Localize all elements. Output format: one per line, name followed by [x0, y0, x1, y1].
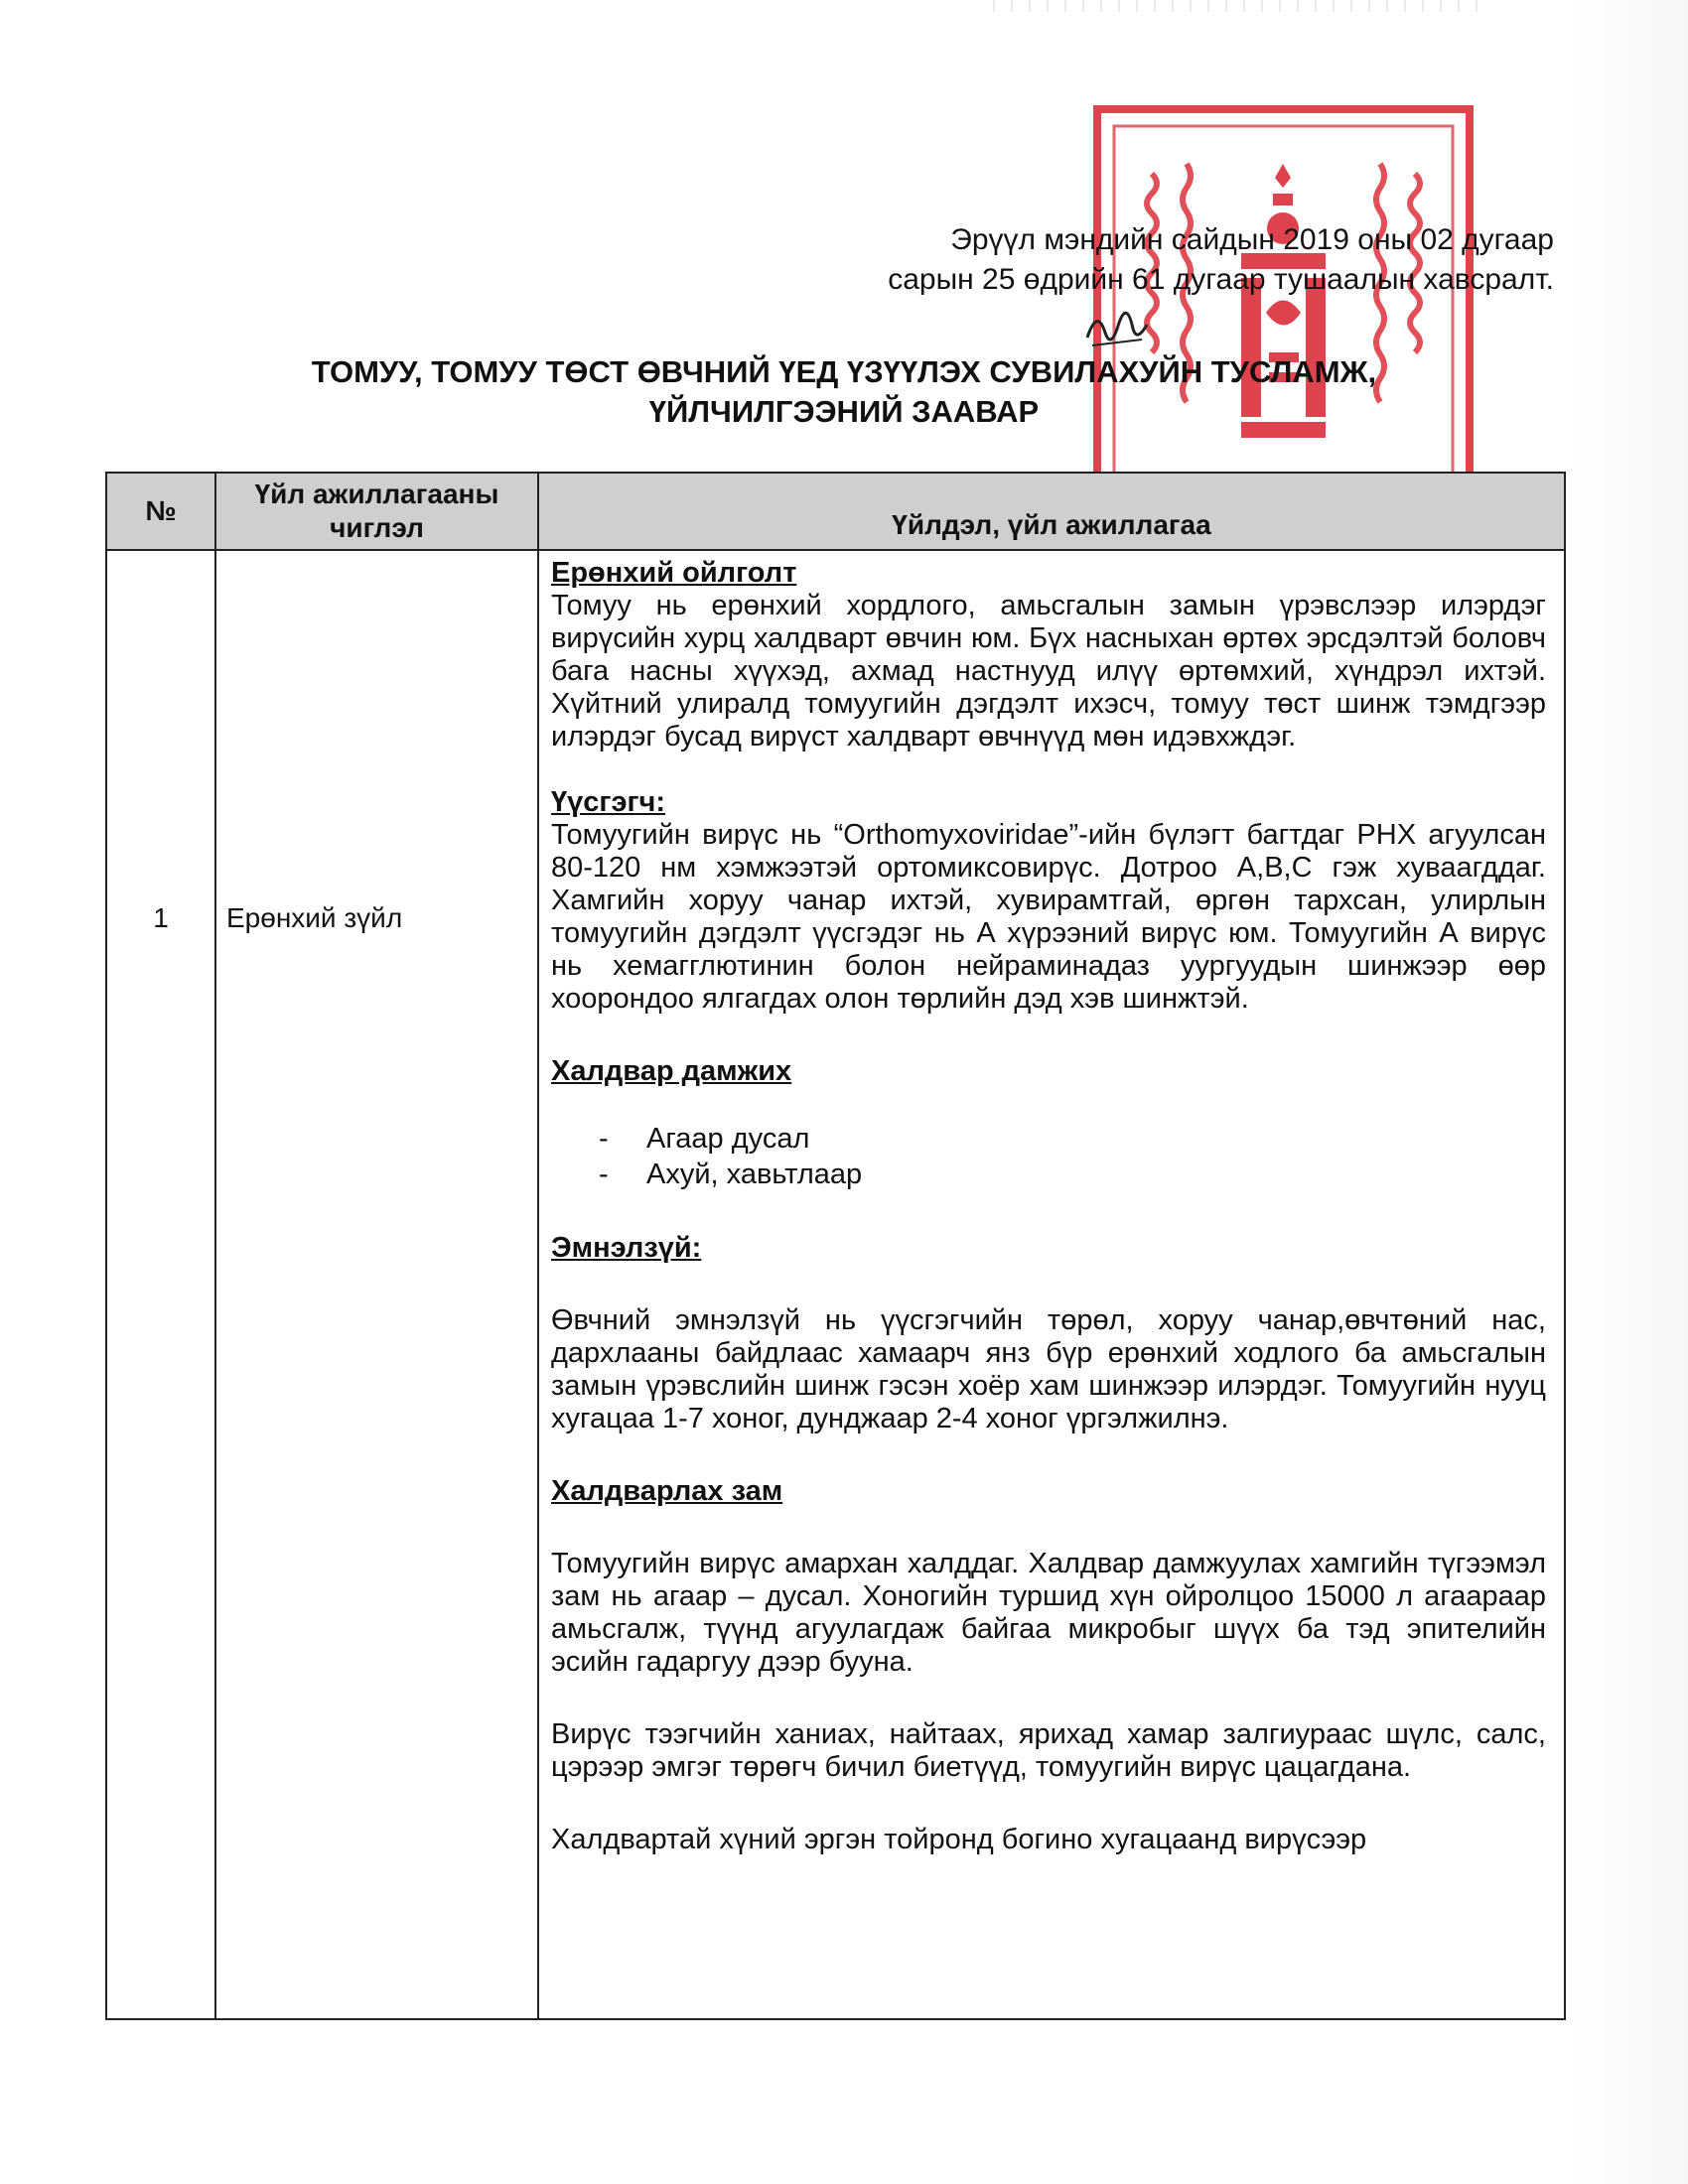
section-text-agent: Томуугийн вирүс нь “Orthomyxoviridae”-ийн бүлэгт багтдаг РНХ агуулсан 80-120 нм хэмжээтэй ортомиксовирүс. Дотроо А,В,С гэж хуваагддаг. Хамгийн хоруу чанар ихтэй, хувирамтгай, өргөн тархсан, улирлын томуугийн дэгдэлт үүсгэдэг нь А хүрээний вирүс юм. Томуугийн А вирүс нь хемагглютинин болон нейраминадаз уургуудын шинжээр өөр хоорондоо ялгагдах олон төрлийн дэд хэв шинжтэй. — [551, 819, 1546, 1015]
title-line-1: ТОМУУ, ТОМУУ ТӨСТ ӨВЧНИЙ ҮЕД ҮЗҮҮЛЭХ СУВИЛАХУЙН ТУСЛАМЖ, — [311, 354, 1377, 389]
section-text-route-3: Халдвартай хүний эргэн тойронд богино хугацаанд вирүсээр — [551, 1824, 1367, 1855]
table-row — [106, 550, 1565, 2019]
document-title — [0, 352, 1688, 432]
section-title-route: Халдварлах зам — [551, 1475, 783, 1507]
section-title-general: Ерөнхий ойлголт — [551, 557, 797, 589]
appendix-note — [888, 220, 1554, 300]
section-text-route-1: Томуугийн вирүс амархан халддаг. Халдвар дамжуулах хамгийн түгээмэл зам нь агаар – дусал. Хоногийн туршид хүн ойролцоо 15000 л агаараар амьсгалж, түүнд агуулагдаж байгаа микробыг шүүх ба тэд эпителийн эсийн гадаргуу дээр бууна. — [551, 1548, 1546, 1678]
list-item: - Ахуй, хавьтлаар — [599, 1157, 1546, 1192]
section-text-route-2: Вирүс тээгчийн ханиах, найтаах, ярихад хамар залгиураас шүлс, салс, цэрээр эмгэг төрөгч бичил биетүүд, томуугийн вирүс цацагдана. — [551, 1718, 1546, 1783]
header-action: Үйлдэл, үйл ажиллагаа — [538, 473, 1565, 550]
header-direction: Үйл ажиллагааны чиглэл — [215, 473, 538, 550]
section-title-transmission: Халдвар дамжих — [551, 1055, 792, 1087]
handwritten-signature — [1082, 298, 1152, 352]
appendix-line-1: Эрүүл мэндийн сайдын 2019 оны 02 дугаар — [950, 223, 1554, 256]
scan-marks — [993, 0, 1489, 12]
section-title-agent: Үүсгэгч: — [551, 786, 666, 818]
instruction-table — [105, 472, 1566, 2020]
list-item: - Агаар дусал — [599, 1121, 1546, 1157]
row-number: 1 — [106, 550, 215, 2019]
section-text-clinic: Өвчний эмнэлзүй нь үүсгэгчийн төрөл, хоруу чанар,өвчтөний нас, дархлааны байдлаас хамаарч янз бүр ерөнхий ходлого ба амьсгалын замын үрэвслийн шинж гэсэн хоёр хам шинжээр илэрдэг. Томуугийн нууц хугацаа 1-7 хоног, дунджаар 2-4 хоног үргэлжилнэ. — [551, 1304, 1546, 1434]
scan-shadow — [1569, 0, 1688, 2184]
appendix-line-2: сарын 25 өдрийн 61 дугаар тушаалын хавсралт. — [888, 263, 1554, 296]
row-content — [538, 550, 1565, 2019]
row-direction: Ерөнхий зүйл — [215, 550, 538, 2019]
transmission-list — [551, 1121, 1546, 1192]
title-line-2: ҮЙЛЧИЛГЭЭНИЙ ЗААВАР — [648, 394, 1040, 429]
section-title-clinic: Эмнэлзүй: — [551, 1232, 702, 1264]
table-header-row — [106, 473, 1565, 550]
header-number: № — [106, 473, 215, 550]
section-text-general: Томуу нь ерөнхий хордлого, амьсгалын замын үрэвслээр илэрдэг вирүсийн хурц халдварт өвчин юм. Бүх насныхан өртөх эрсдэлтэй боловч бага насны хүүхэд, ахмад настнууд илүү өртөмхий, хүндрэл ихтэй. Хүйтний улиралд томуугийн дэгдэлт ихэсч, томуу төст шинж тэмдгээр илэрдэг бусад вирүст халдварт өвчнүүд мөн идэвхждэг. — [551, 590, 1546, 752]
